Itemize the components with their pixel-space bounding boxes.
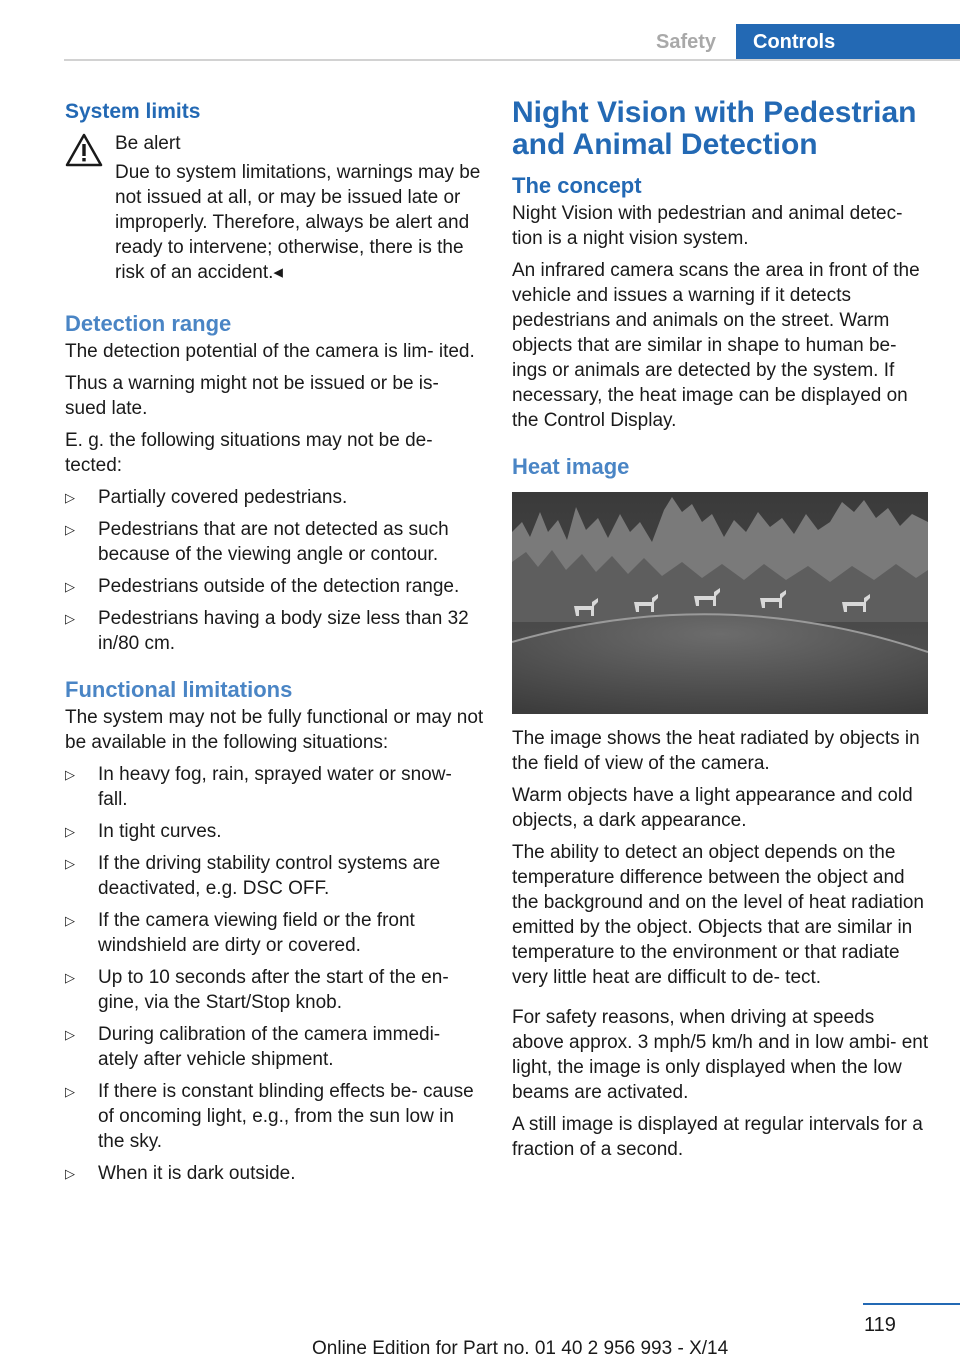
warning-triangle-icon (65, 133, 103, 167)
list-item: ▷ During calibration of the camera immedi‑ ately after vehicle shipment. (65, 1024, 441, 1070)
heat-image-illustration (512, 492, 928, 714)
triangle-bullet-icon: ▷ (65, 824, 75, 839)
heat-image-heading: Heat image (512, 454, 630, 479)
footer-divider (863, 1303, 960, 1305)
triangle-bullet-icon: ▷ (65, 767, 75, 782)
warning-text: Due to system limitations, warnings may be not issued at all, or may be issued late or improperly. Therefore, always be alert and ready to intervene; otherwise, there is the risk of an accident.◂ (115, 162, 481, 283)
detection-paragraph-2: Thus a warning might not be issued or be is‑ sued late. (65, 373, 439, 419)
detection-range-heading: Detection range (65, 311, 232, 336)
list-item: ▷ Pedestrians having a body size less than 32 in/80 cm. (65, 608, 469, 654)
list-item: ▷ When it is dark outside. (65, 1163, 296, 1184)
list-item: ▷ If the driving stability control systems are deactivated, e.g. DSC OFF. (65, 853, 441, 899)
list-item: ▷ In tight curves. (65, 821, 222, 842)
concept-heading: The concept (512, 173, 642, 198)
triangle-bullet-icon: ▷ (65, 913, 75, 928)
triangle-bullet-icon: ▷ (65, 1084, 75, 1099)
list-item: ▷ Up to 10 seconds after the start of the en‑ gine, via the Start/Stop knob. (65, 967, 449, 1013)
tab-safety: Safety (655, 31, 717, 53)
edition-footer: Online Edition for Part no. 01 40 2 956 993 - X/14 (312, 1338, 729, 1359)
left-column (65, 97, 485, 1193)
triangle-bullet-icon: ▷ (65, 522, 75, 537)
list-item: ▷ Pedestrians that are not detected as such because of the viewing angle or contour. (65, 519, 449, 565)
triangle-bullet-icon: ▷ (65, 579, 75, 594)
functional-limitations-heading: Functional limitations (65, 677, 293, 702)
triangle-bullet-icon: ▷ (65, 611, 75, 626)
tab-controls: Controls (736, 24, 960, 61)
triangle-bullet-icon: ▷ (65, 490, 75, 505)
functional-paragraph: The system may not be fully functional or may not be available in the following situations: (65, 707, 484, 753)
list-item: ▷ If the camera viewing field or the front windshield are dirty or covered. (65, 910, 415, 956)
detection-paragraph-1: The detection potential of the camera is lim‑ ited. (65, 341, 475, 362)
triangle-bullet-icon: ▷ (65, 970, 75, 985)
page-number: 119 (864, 1314, 896, 1336)
system-limits-heading: System limits (65, 100, 201, 123)
concept-paragraph-1: Night Vision with pedestrian and animal detec‑ tion is a night vision system. (512, 203, 903, 249)
heat-paragraph-1: The image shows the heat radiated by objects in the field of view of the camera. (512, 728, 920, 774)
detection-list (65, 485, 485, 656)
heat-paragraph-2: Warm objects have a light appearance and cold objects, a dark appearance. (512, 785, 913, 831)
functional-list (65, 762, 485, 1186)
right-column (512, 97, 930, 1169)
page-title: Night Vision with Pedestrian and Animal Detection (512, 96, 917, 161)
header-divider (64, 59, 960, 61)
warning-title: Be alert (115, 133, 181, 154)
triangle-bullet-icon: ▷ (65, 1027, 75, 1042)
list-item: ▷ In heavy fog, rain, sprayed water or snow‑ fall. (65, 764, 452, 810)
warning-block (65, 131, 485, 285)
heat-paragraph-5: A still image is displayed at regular intervals for a fraction of a second. (512, 1114, 923, 1160)
list-item: ▷ Pedestrians outside of the detection range. (65, 576, 460, 597)
list-item: ▷ If there is constant blinding effects be‑ cause of oncoming light, e.g., from the sun low in the sky. (65, 1081, 474, 1152)
heat-paragraph-3: The ability to detect an object depends on the temperature difference between the object and the background and on the level of heat radiation emitted by the object. Objects that are similar in temperature to the environment or that radiate very little heat are difficult to de‑ tect. (512, 842, 924, 988)
triangle-bullet-icon: ▷ (65, 1166, 75, 1181)
detection-paragraph-3: E. g. the following situations may not be de‑ tected: (65, 430, 433, 476)
concept-paragraph-2: An infrared camera scans the area in front of the vehicle and issues a warning if it detects pedestrians and animals on the street. Warm objects that are similar in shape to human be‑ ings or animals are detected by the system. If necessary, the heat image can be displayed on the Control Display. (512, 260, 920, 431)
heat-paragraph-4: For safety reasons, when driving at speeds above approx. 3 mph/5 km/h and in low ambi‑ ent light, the image is only displayed when the low beams are activated. (512, 1007, 929, 1103)
list-item: ▷ Partially covered pedestrians. (65, 487, 348, 508)
triangle-bullet-icon: ▷ (65, 856, 75, 871)
